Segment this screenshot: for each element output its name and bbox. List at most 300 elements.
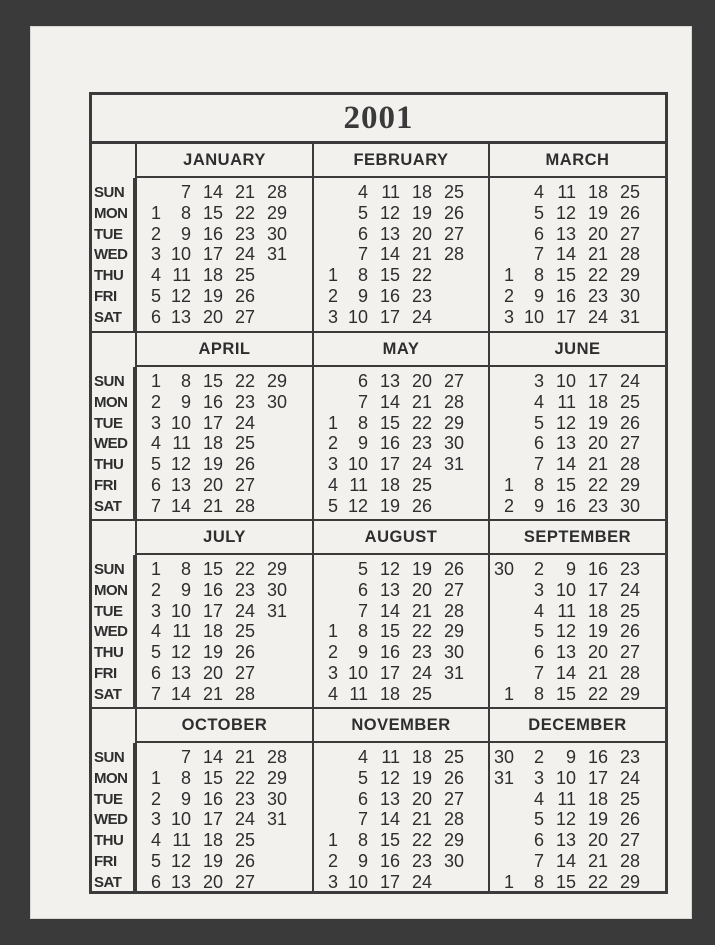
date-cell: 31 (443, 663, 464, 683)
date-cell: 26 (619, 412, 640, 433)
date-cell: 5 (150, 642, 161, 663)
date-cell: 15 (555, 683, 576, 704)
month-block-june (488, 333, 665, 520)
date-cell: 8 (533, 871, 544, 892)
month-name: SEPTEMBER (490, 521, 665, 555)
date-cell: 24 (411, 663, 432, 683)
date-cell: 8 (357, 265, 368, 286)
date-cell: 13 (170, 871, 191, 892)
date-cell: 24 (411, 454, 432, 475)
weekday-label: MON (94, 769, 128, 787)
date-cell: 24 (234, 809, 255, 830)
date-cell: 23 (587, 495, 608, 516)
date-cell: 28 (266, 747, 287, 767)
date-cell: 6 (357, 223, 368, 244)
month-block-december (488, 709, 665, 893)
month-name: DECEMBER (490, 709, 665, 743)
date-cell: 20 (202, 475, 223, 495)
date-cell: 21 (587, 663, 608, 683)
date-cell: 29 (443, 412, 464, 433)
date-cell: 24 (234, 244, 255, 265)
date-cell: 14 (170, 683, 191, 704)
date-grid (490, 367, 665, 520)
date-cell: 9 (357, 433, 368, 454)
date-cell: 20 (587, 433, 608, 454)
date-cell: 27 (443, 579, 464, 600)
date-cell: 10 (170, 244, 191, 265)
date-grid (490, 555, 665, 708)
date-cell: 8 (533, 683, 544, 704)
date-cell: 14 (379, 809, 400, 830)
date-grid (137, 555, 312, 708)
date-cell: 8 (180, 559, 191, 579)
date-cell: 30 (443, 433, 464, 454)
date-cell: 3 (150, 809, 161, 830)
date-cell: 12 (170, 454, 191, 475)
month-name: JULY (137, 521, 312, 555)
weekday-column (92, 555, 135, 708)
date-cell: 3 (533, 767, 544, 788)
date-cell: 13 (379, 371, 400, 391)
date-cell: 19 (587, 621, 608, 642)
date-cell: 31 (266, 809, 287, 830)
date-cell: 19 (202, 454, 223, 475)
date-cell: 10 (170, 809, 191, 830)
date-cell: 16 (379, 851, 400, 871)
date-cell: 5 (327, 495, 338, 516)
date-cell: 9 (180, 391, 191, 412)
date-cell: 7 (357, 809, 368, 830)
date-cell: 19 (202, 286, 223, 306)
date-cell: 16 (379, 286, 400, 306)
date-cell: 29 (619, 265, 640, 286)
date-cell: 17 (202, 244, 223, 265)
date-cell: 23 (234, 391, 255, 412)
date-cell: 29 (619, 475, 640, 495)
date-cell: 11 (172, 830, 191, 851)
date-cell: 26 (443, 559, 464, 579)
date-cell: 21 (587, 851, 608, 871)
date-cell: 18 (587, 182, 608, 202)
date-cell: 29 (266, 371, 287, 391)
date-cell: 28 (234, 683, 255, 704)
date-cell: 3 (533, 371, 544, 391)
date-cell: 2 (327, 642, 338, 663)
month-block-october (135, 709, 312, 893)
date-cell: 28 (619, 663, 640, 683)
date-cell: 15 (202, 559, 223, 579)
date-cell: 23 (411, 433, 432, 454)
date-cell: 30 (493, 559, 514, 579)
quarter-row (92, 144, 665, 331)
date-cell: 11 (381, 747, 400, 767)
date-cell: 29 (443, 621, 464, 642)
date-cell: 27 (619, 433, 640, 454)
weekday-label: FRI (94, 853, 117, 870)
quarter-row (92, 331, 665, 520)
date-cell: 1 (150, 767, 161, 788)
date-cell: 29 (266, 767, 287, 788)
month-block-may (312, 333, 488, 520)
date-cell: 15 (555, 475, 576, 495)
date-cell: 7 (533, 454, 544, 475)
date-cell: 6 (533, 830, 544, 851)
date-cell: 8 (533, 475, 544, 495)
date-cell: 2 (150, 391, 161, 412)
date-cell: 1 (503, 683, 514, 704)
date-cell: 11 (557, 391, 576, 412)
date-cell: 27 (619, 830, 640, 851)
date-cell: 11 (172, 621, 191, 642)
date-cell: 30 (493, 747, 514, 767)
quarter-row (92, 707, 665, 893)
date-cell: 23 (411, 851, 432, 871)
month-block-august (312, 521, 488, 708)
date-cell: 13 (379, 788, 400, 809)
date-cell: 18 (379, 683, 400, 704)
date-cell: 2 (533, 559, 544, 579)
date-cell: 30 (266, 391, 287, 412)
date-cell: 5 (150, 851, 161, 871)
month-name: AUGUST (314, 521, 488, 555)
date-cell: 16 (555, 495, 576, 516)
weekday-label: THU (94, 267, 124, 285)
date-cell: 28 (443, 809, 464, 830)
date-grid (490, 743, 665, 893)
date-cell: 10 (523, 306, 544, 327)
date-cell: 13 (555, 433, 576, 454)
date-cell: 22 (587, 871, 608, 892)
date-cell: 25 (619, 182, 640, 202)
weekday-label: TUE (94, 790, 123, 808)
date-cell: 9 (357, 642, 368, 663)
date-cell: 5 (533, 621, 544, 642)
month-name: JUNE (490, 333, 665, 367)
month-block-september (488, 521, 665, 708)
year-title: 2001 (92, 95, 665, 144)
date-cell: 14 (202, 747, 223, 767)
calendar-card (30, 26, 692, 919)
date-cell: 3 (150, 244, 161, 265)
date-cell: 6 (533, 433, 544, 454)
date-cell: 23 (411, 642, 432, 663)
month-block-march (488, 144, 665, 331)
date-cell: 15 (555, 265, 576, 286)
date-cell: 29 (619, 871, 640, 892)
date-cell: 18 (587, 391, 608, 412)
date-cell: 9 (533, 286, 544, 306)
weekday-label: FRI (94, 288, 117, 305)
date-cell: 3 (327, 871, 338, 892)
date-cell: 26 (234, 454, 255, 475)
date-cell: 20 (587, 223, 608, 244)
weekday-label: THU (94, 456, 124, 474)
date-cell: 4 (357, 182, 368, 202)
date-cell: 14 (555, 851, 576, 871)
date-cell: 2 (150, 223, 161, 244)
weekday-label: FRI (94, 477, 117, 494)
date-cell: 16 (202, 788, 223, 809)
date-cell: 26 (234, 642, 255, 663)
date-cell: 25 (234, 433, 255, 454)
date-cell: 21 (234, 182, 255, 202)
date-cell: 1 (150, 202, 161, 223)
date-cell: 23 (234, 788, 255, 809)
month-block-april (135, 333, 312, 520)
date-cell: 12 (555, 809, 576, 830)
date-cell: 19 (587, 809, 608, 830)
date-cell: 6 (533, 223, 544, 244)
date-cell: 25 (619, 788, 640, 809)
date-cell: 17 (587, 579, 608, 600)
date-cell: 22 (587, 265, 608, 286)
date-cell: 26 (411, 495, 432, 516)
weekday-label: TUE (94, 602, 123, 620)
date-cell: 31 (619, 306, 640, 327)
date-cell: 2 (327, 433, 338, 454)
date-cell: 31 (266, 600, 287, 621)
date-cell: 20 (202, 306, 223, 327)
date-cell: 28 (443, 600, 464, 621)
date-cell: 21 (234, 747, 255, 767)
date-cell: 6 (357, 788, 368, 809)
date-cell: 27 (619, 642, 640, 663)
weekday-label: SUN (94, 561, 125, 578)
date-cell: 11 (557, 600, 576, 621)
date-cell: 5 (533, 809, 544, 830)
date-cell: 5 (357, 202, 368, 223)
date-cell: 2 (327, 851, 338, 871)
date-cell: 2 (150, 788, 161, 809)
date-cell: 30 (443, 851, 464, 871)
date-cell: 15 (379, 830, 400, 851)
date-cell: 21 (202, 495, 223, 516)
date-cell: 8 (180, 767, 191, 788)
date-cell: 21 (411, 600, 432, 621)
date-cell: 17 (555, 306, 576, 327)
date-cell: 22 (411, 265, 432, 286)
date-cell: 29 (619, 683, 640, 704)
date-cell: 17 (202, 412, 223, 433)
date-cell: 30 (619, 495, 640, 516)
month-block-february (312, 144, 488, 331)
date-cell: 17 (202, 600, 223, 621)
date-cell: 3 (150, 600, 161, 621)
date-cell: 4 (150, 621, 161, 642)
date-cell: 29 (266, 202, 287, 223)
date-cell: 15 (379, 621, 400, 642)
weekday-column (92, 178, 135, 331)
date-cell: 1 (150, 559, 161, 579)
date-cell: 10 (170, 412, 191, 433)
date-cell: 11 (557, 788, 576, 809)
date-cell: 8 (357, 412, 368, 433)
date-cell: 25 (234, 830, 255, 851)
date-grid (137, 743, 312, 893)
date-cell: 26 (619, 621, 640, 642)
date-cell: 16 (202, 391, 223, 412)
date-cell: 10 (347, 306, 368, 327)
date-cell: 30 (266, 788, 287, 809)
date-cell: 11 (172, 265, 191, 286)
month-name: NOVEMBER (314, 709, 488, 743)
date-cell: 22 (234, 767, 255, 788)
date-cell: 4 (327, 475, 338, 495)
date-cell: 16 (379, 433, 400, 454)
date-cell: 5 (357, 559, 368, 579)
date-cell: 9 (357, 286, 368, 306)
date-cell: 24 (411, 306, 432, 327)
weekday-label: WED (94, 811, 128, 829)
date-cell: 27 (234, 871, 255, 892)
date-cell: 27 (443, 788, 464, 809)
date-cell: 23 (619, 559, 640, 579)
date-cell: 19 (202, 851, 223, 871)
date-cell: 18 (202, 621, 223, 642)
date-cell: 11 (381, 182, 400, 202)
date-cell: 1 (503, 475, 514, 495)
date-cell: 2 (150, 579, 161, 600)
date-cell: 29 (266, 559, 287, 579)
date-cell: 20 (411, 788, 432, 809)
date-cell: 21 (587, 454, 608, 475)
date-cell: 17 (379, 454, 400, 475)
date-cell: 14 (555, 663, 576, 683)
date-cell: 14 (379, 600, 400, 621)
date-cell: 12 (555, 202, 576, 223)
date-cell: 22 (587, 475, 608, 495)
date-grid (314, 743, 488, 893)
weekday-label: THU (94, 644, 124, 662)
date-cell: 12 (347, 495, 368, 516)
date-cell: 31 (266, 244, 287, 265)
date-cell: 13 (170, 306, 191, 327)
date-cell: 4 (150, 265, 161, 286)
date-cell: 25 (619, 391, 640, 412)
date-cell: 14 (170, 495, 191, 516)
date-cell: 5 (150, 286, 161, 306)
date-cell: 6 (150, 306, 161, 327)
date-grid (314, 367, 488, 520)
date-cell: 1 (503, 871, 514, 892)
date-cell: 21 (411, 244, 432, 265)
date-cell: 15 (202, 767, 223, 788)
date-cell: 4 (150, 433, 161, 454)
date-cell: 6 (150, 475, 161, 495)
date-cell: 20 (411, 579, 432, 600)
date-cell: 16 (555, 286, 576, 306)
date-cell: 16 (202, 223, 223, 244)
date-cell: 9 (180, 223, 191, 244)
date-cell: 10 (347, 663, 368, 683)
date-cell: 19 (411, 559, 432, 579)
quarter-row (92, 519, 665, 708)
weekday-label: MON (94, 204, 128, 222)
date-cell: 4 (533, 788, 544, 809)
date-cell: 6 (357, 371, 368, 391)
date-cell: 26 (443, 767, 464, 788)
date-cell: 31 (493, 767, 514, 788)
date-cell: 25 (234, 621, 255, 642)
date-cell: 4 (150, 830, 161, 851)
date-cell: 9 (533, 495, 544, 516)
date-cell: 16 (587, 559, 608, 579)
date-cell: 18 (587, 788, 608, 809)
date-cell: 14 (555, 454, 576, 475)
date-cell: 26 (234, 851, 255, 871)
date-cell: 18 (587, 600, 608, 621)
date-cell: 4 (533, 182, 544, 202)
date-cell: 7 (180, 182, 191, 202)
weekday-label: MON (94, 393, 128, 411)
date-cell: 22 (234, 202, 255, 223)
date-cell: 1 (327, 265, 338, 286)
date-cell: 27 (443, 371, 464, 391)
date-cell: 20 (587, 642, 608, 663)
date-cell: 1 (327, 830, 338, 851)
date-cell: 17 (379, 306, 400, 327)
date-cell: 19 (411, 767, 432, 788)
weekday-label: SAT (94, 497, 122, 515)
date-grid (314, 178, 488, 331)
date-cell: 25 (443, 182, 464, 202)
month-name: APRIL (137, 333, 312, 367)
date-cell: 24 (411, 871, 432, 892)
date-cell: 22 (587, 683, 608, 704)
date-cell: 22 (234, 559, 255, 579)
date-cell: 27 (234, 475, 255, 495)
date-cell: 7 (180, 747, 191, 767)
date-cell: 12 (170, 851, 191, 871)
date-cell: 17 (379, 871, 400, 892)
date-cell: 23 (234, 579, 255, 600)
date-cell: 19 (587, 202, 608, 223)
date-cell: 9 (565, 747, 576, 767)
month-name: JANUARY (137, 144, 312, 178)
date-cell: 6 (533, 642, 544, 663)
date-cell: 22 (411, 412, 432, 433)
weekday-label: SAT (94, 873, 122, 891)
date-cell: 19 (587, 412, 608, 433)
date-cell: 10 (347, 871, 368, 892)
date-cell: 4 (327, 683, 338, 704)
date-cell: 20 (202, 871, 223, 892)
date-cell: 15 (202, 371, 223, 391)
date-cell: 17 (587, 767, 608, 788)
date-cell: 9 (180, 579, 191, 600)
date-cell: 25 (443, 747, 464, 767)
date-cell: 1 (503, 265, 514, 286)
weekday-label: SUN (94, 749, 125, 766)
date-cell: 28 (443, 244, 464, 265)
date-cell: 21 (202, 683, 223, 704)
date-cell: 1 (327, 412, 338, 433)
month-name: FEBRUARY (314, 144, 488, 178)
weekday-label: FRI (94, 665, 117, 682)
date-cell: 5 (533, 202, 544, 223)
date-cell: 13 (170, 475, 191, 495)
date-cell: 9 (565, 559, 576, 579)
date-cell: 18 (202, 830, 223, 851)
date-cell: 25 (234, 265, 255, 286)
date-cell: 12 (170, 286, 191, 306)
date-cell: 28 (443, 391, 464, 412)
date-cell: 23 (587, 286, 608, 306)
date-cell: 7 (150, 683, 161, 704)
date-cell: 12 (555, 621, 576, 642)
date-cell: 25 (619, 600, 640, 621)
date-cell: 11 (349, 683, 368, 704)
